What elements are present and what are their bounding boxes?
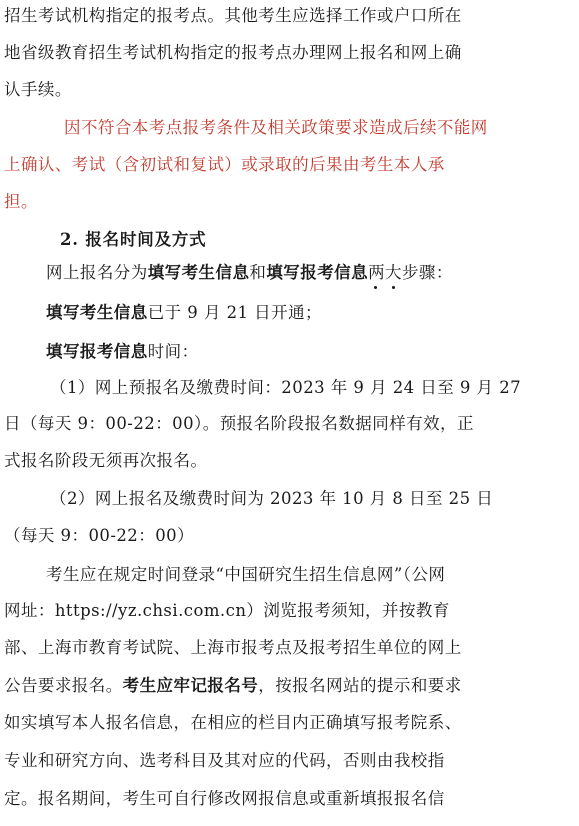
text-run: ，按报名网站的提示和要求 xyxy=(258,676,462,695)
warning-line: 上确认、考试（含初试和复试）或录取的后果由考生本人承 xyxy=(4,155,445,174)
paragraph-line xyxy=(46,262,575,284)
text-run: 时间： xyxy=(147,342,199,361)
bold-term: 填写考生信息 xyxy=(147,263,250,282)
paragraph-line: 地省级教育招生考试机构指定的报考点办理网上报名和网上确 xyxy=(4,43,462,62)
paragraph-line: 专业和研究方向、选考科目及其对应的代码，否则由我校指 xyxy=(4,751,445,770)
bold-term: 考生应牢记报名号 xyxy=(122,676,259,695)
paragraph-line: 如实填写本人报名信息，在相应的栏目内正确填写报考院系、 xyxy=(4,713,462,732)
paragraph-line: 招生考试机构指定的报考点。其他考生应选择工作或户口所在 xyxy=(4,6,462,25)
text-run: 网上报名分为 xyxy=(46,263,148,282)
paragraph-line: （每天 9：00-22：00） xyxy=(4,526,195,545)
emphasis-dots xyxy=(368,263,453,282)
section-heading: 2. 报名时间及方式 xyxy=(60,230,207,249)
text-run: 和 xyxy=(249,263,267,282)
paragraph-line: 部、上海市教育考试院、上海市报考点及报考招生单位的网上 xyxy=(4,638,462,657)
paragraph-line: 网址：https://yz.chsi.com.cn）浏览报考须知，并按教育 xyxy=(4,601,450,620)
paragraph-line: （2）网上报名及缴费时间为 2023 年 10 月 8 日至 25 日 xyxy=(50,489,494,508)
paragraph-line: 式报名阶段无须再次报名。 xyxy=(4,451,208,470)
paragraph-line: （1）网上预报名及缴费时间：2023 年 9 月 24 日至 9 月 27 xyxy=(50,378,522,397)
emphasis-dot xyxy=(374,286,377,289)
warning-line: 因不符合本考点报考条件及相关政策要求造成后续不能网 xyxy=(64,118,488,137)
bold-term: 填写考生信息 xyxy=(46,303,148,322)
emphasis-dot xyxy=(392,286,395,289)
paragraph-line: 定。报名期间，考生可自行修改网报信息或重新填报报名信 xyxy=(4,789,445,808)
bold-term: 填写报考信息 xyxy=(266,263,369,282)
paragraph-line xyxy=(46,341,575,363)
text-run: 两大步骤： xyxy=(368,263,453,282)
paragraph-line xyxy=(46,302,575,324)
paragraph-line: 日（每天 9：00-22：00）。预报名阶段报名数据同样有效，正 xyxy=(4,414,474,433)
bold-term: 填写报考信息 xyxy=(46,342,148,361)
text-run: 已于 9 月 21 日开通； xyxy=(147,303,322,322)
paragraph-line: 认手续。 xyxy=(4,80,72,99)
paragraph-line: 考生应在规定时间登录“中国研究生招生信息网”（公网 xyxy=(46,565,446,584)
warning-line: 担。 xyxy=(4,192,38,211)
paragraph-line xyxy=(4,675,575,697)
text-run: 公告要求报名。 xyxy=(4,676,123,695)
